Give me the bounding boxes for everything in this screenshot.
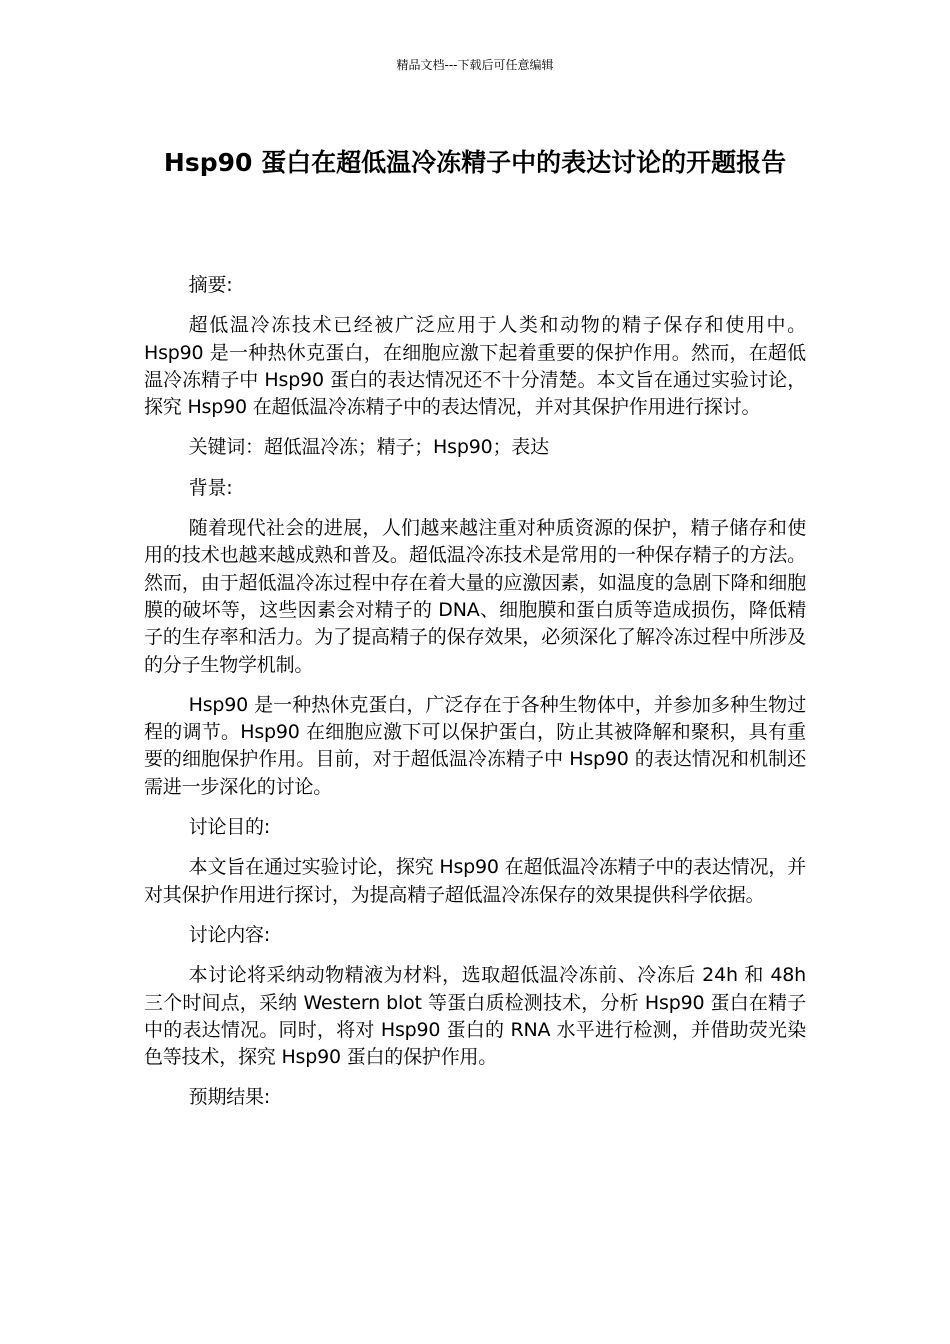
background-paragraph-1: 随着现代社会的进展，人们越来越注重对种质资源的保护，精子储存和使用的技术也越来越成熟和普及。超低温冷冻技术是常用的一种保存精子的方法。然而，由于超低温冷冻过程中存在着大量的应激因素，如温度的急剧下降和细胞膜的破坏等，这些因素会对精子的 DNA、细胞膜和蛋白质等造成损伤，降低精子的生存率和活力。为了提高精子的保存效果，必须深化了解冷冻过程中所涉及的分子生物学机制。	[144, 517, 806, 676]
background-paragraph-2: Hsp90 是一种热休克蛋白，广泛存在于各种生物体中，并参加多种生物过程的调节。Hsp90 在细胞应激下可以保护蛋白，防止其被降解和聚积，具有重要的细胞保护作用。目前，对于超低温冷冻精子中 Hsp90 的表达情况和机制还需进一步深化的讨论。	[144, 693, 806, 798]
expected-results-heading: 预期结果:	[188, 1086, 271, 1109]
purpose-paragraph: 本文旨在通过实验讨论，探究 Hsp90 在超低温冷冻精子中的表达情况，并对其保护作用进行探讨，为提高精子超低温冷冻保存的效果提供科学依据。	[144, 856, 806, 906]
content-paragraph: 本讨论将采纳动物精液为材料，选取超低温冷冻前、冷冻后 24h 和 48h 三个时间点，采纳 Western blot 等蛋白质检测技术，分析 Hsp90 蛋白在精子中的表达情况。同时，将对 Hsp90 蛋白的 RNA 水平进行检测，并借助荧光染色等技术，探究 Hsp90 蛋白的保护作用。	[144, 964, 806, 1069]
document-title: Hsp90 蛋白在超低温冷冻精子中的表达讨论的开题报告	[163, 148, 787, 177]
keywords-paragraph: 关键词：超低温冷冻；精子；Hsp90；表达	[188, 436, 549, 459]
header-note: 精品文档---下载后可任意编辑	[396, 58, 554, 72]
purpose-heading: 讨论目的:	[188, 816, 271, 839]
content-heading: 讨论内容:	[188, 923, 271, 946]
abstract-paragraph: 超低温冷冻技术已经被广泛应用于人类和动物的精子保存和使用中。Hsp90 是一种热休克蛋白，在细胞应激下起着重要的保护作用。然而，在超低温冷冻精子中 Hsp90 蛋白的表达情况还不十分清楚。本文旨在通过实验讨论，探究 Hsp90 在超低温冷冻精子中的表达情况，并对其保护作用进行探讨。	[144, 314, 806, 419]
background-heading: 背景:	[188, 476, 233, 499]
abstract-heading: 摘要:	[188, 274, 233, 296]
document-body	[144, 272, 806, 1125]
